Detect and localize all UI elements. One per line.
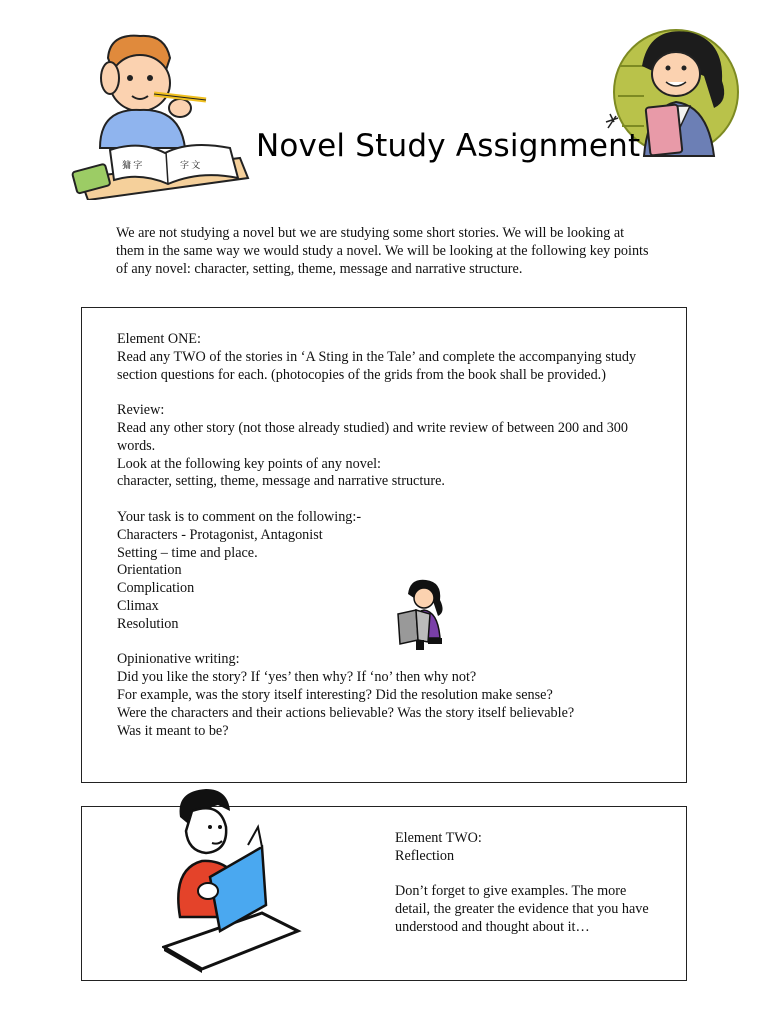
task-item: Climax	[117, 597, 159, 614]
task-item: Resolution	[117, 615, 179, 632]
element-two-heading: Element TWO:	[395, 830, 482, 846]
element-one-box	[81, 307, 687, 783]
review-body: Read any other story (not those already studied) and write review of between 200 and 300 words.	[117, 419, 628, 454]
element-two-box	[81, 806, 687, 981]
task-line: Your task is to comment on the following:-	[117, 508, 362, 525]
review-heading: Review:	[117, 402, 165, 419]
opinion-heading: Opinionative writing:	[117, 651, 240, 668]
element-two-subheading: Reflection	[395, 847, 455, 864]
opinion-line: Was it meant to be?	[117, 722, 229, 739]
small-reader-clipart	[394, 578, 450, 652]
look-line: Look at the following key points of any novel:	[117, 455, 381, 472]
svg-text:字 文: 字 文	[180, 160, 201, 170]
boy-reading-clipart	[70, 28, 250, 200]
boy-with-blue-book-clipart	[162, 787, 302, 973]
intro-paragraph: We are not studying a novel but we are studying some short stories. We will be looking at them in the same way we would study a novel. We will be looking at the following key points of any novel: character, setting, theme, message and narrative structure.	[116, 225, 649, 277]
svg-text:㺎 字: 㺎 字	[122, 160, 143, 170]
opinion-line: Were the characters and their actions believable? Was the story itself believable?	[117, 704, 575, 721]
page-title: Novel Study Assignment	[256, 128, 641, 164]
element-one-body: Read any TWO of the stories in ‘A Sting in the Tale’ and complete the accompanying study section questions for each. (photocopies of the grids from the book shall be provided.)	[117, 348, 637, 383]
task-item: Complication	[117, 580, 195, 597]
opinion-line: Did you like the story? If ‘yes’ then why? If ‘no’ then why not?	[117, 669, 477, 686]
task-item: Orientation	[117, 562, 182, 579]
task-item: Characters - Protagonist, Antagonist	[117, 526, 323, 543]
points-line: character, setting, theme, message and narrative structure.	[117, 473, 445, 490]
element-one-heading: Element ONE:	[117, 331, 201, 347]
task-item: Setting – time and place.	[117, 544, 258, 561]
opinion-line: For example, was the story itself interesting? Did the resolution make sense?	[117, 686, 553, 703]
element-two-body: Don’t forget to give examples. The more detail, the greater the evidence that you have understood and thought about it…	[395, 883, 649, 935]
